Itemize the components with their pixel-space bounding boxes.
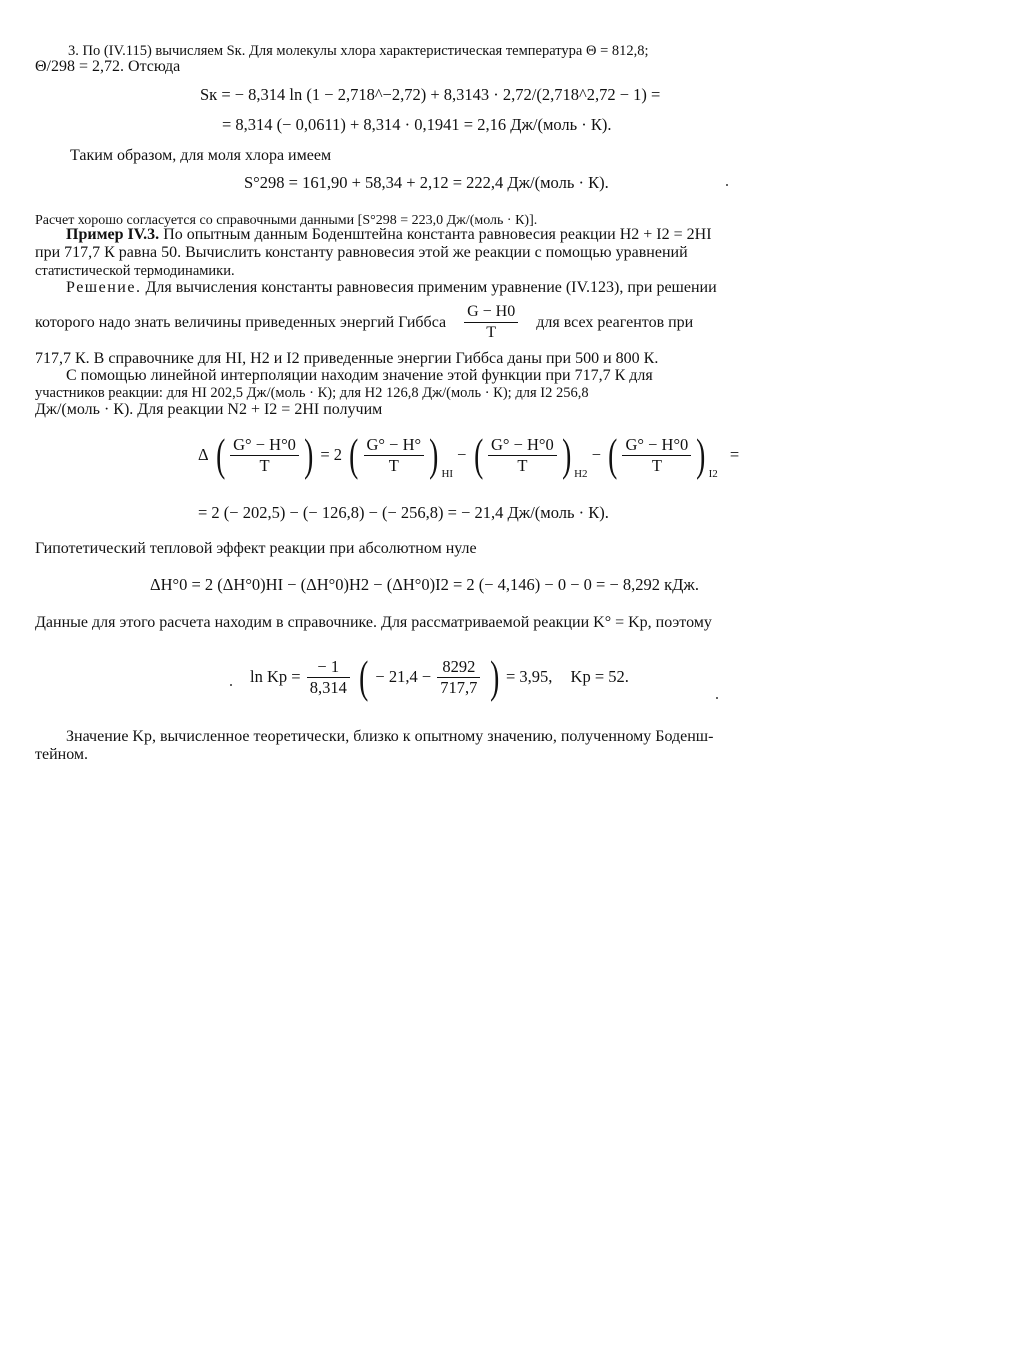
solution-line1 [66,279,717,297]
subscript-h2: H2 [574,467,588,480]
gibbs-fraction-hi [364,435,425,476]
lnkp-mid: − 21,4 − [375,667,432,686]
right-paren: ) [303,429,314,480]
example-line1-text: По опытным данным Боденштейна константа равновесия реакции H2 + I2 = 2HI [163,226,712,243]
scan-speck [230,684,232,686]
equation-gibbs [198,429,740,490]
gibbs-fraction-i2 [622,435,691,476]
gibbs-num-h2: G° − H°0 [488,435,557,456]
s298-intro: Таким образом, для моля хлора имеем [70,147,332,164]
equation-lnkp [250,651,629,710]
left-paren: ( [359,651,369,702]
scan-speck [716,697,718,699]
fraction-numerator: G − H0 [464,302,518,323]
subscript-i2: I2 [708,467,718,480]
gibbs-den-i2: T [651,455,662,475]
right-paren: ) [696,429,706,480]
lnkp-den2: 717,7 [440,677,478,697]
gibbs-num-hi: G° − H° [364,435,425,456]
agreement-line: Расчет хорошо согласуется со справочными данными [S°298 = 223,0 Дж/(моль · К)]. [35,213,538,228]
scan-speck [726,184,728,186]
equation-gibbs-result: = 2 (− 202,5) − (− 126,8) − (− 256,8) = − 21,4 Дж/(моль · К). [198,503,609,522]
data-line: Данные для этого расчета находим в справочнике. Для рассматриваемой реакции K° = Kp, поэтому [35,614,712,631]
lnkp-num2: 8292 [437,657,480,678]
gibbs-den-h2: T [517,455,528,475]
example-line1 [66,226,712,244]
interpolation-line2: участников реакции: для HI 202,5 Дж/(моль · К); для H2 126,8 Дж/(моль · К); для I2 256,8 [35,385,589,401]
solution-line2-left: которого надо знать величины приведенных энергий Гиббса [35,313,447,331]
gibbs-num-i2: G° − H°0 [622,435,691,456]
solution-line1-text: Для вычисления константы равновесия применим уравнение (IV.123), при решении [145,279,717,296]
equals-tail: = [729,445,740,464]
lnkp-den1: 8,314 [309,677,347,697]
gibbs-fraction-total [230,435,299,476]
left-paren: ( [215,429,226,480]
lnkp-fraction2 [437,657,480,698]
left-paren: ( [473,429,483,480]
example-line2: при 717,7 К равна 50. Вычислить константу равновесия этой же реакции с помощью уравнений [35,244,688,261]
fraction-denominator: T [486,324,497,341]
equation-s298: S°298 = 161,90 + 58,34 + 2,12 = 222,4 Дж/(моль · К). [244,173,609,192]
right-paren: ) [489,651,499,702]
hypo-intro: Гипотетический тепловой эффект реакции при абсолютном нуле [35,540,477,557]
right-paren: ) [429,429,439,480]
conclusion-line2: тейном. [35,746,89,763]
minus-sign: − [591,445,601,464]
minus-sign: − [457,445,467,464]
conclusion-line1: Значение Kp, вычисленное теоретически, близко к опытному значению, полученному Боденш- [66,728,714,745]
interpolation-line1: С помощью линейной интерполяции находим значение этой функции при 717,7 К для [66,367,653,384]
example-line3: статистической термодинамики. [35,263,235,279]
section3-line2: Θ/298 = 2,72. Отсюда [35,58,181,75]
lnkp-lhs: ln Kp = [250,667,301,686]
equation-sk-2: = 8,314 (− 0,0611) + 8,314 · 0,1941 = 2,16 Дж/(моль · К). [222,115,612,134]
gibbs-den-hi: T [388,455,399,475]
interpolation-line3: Дж/(моль · К). Для реакции N2 + I2 = 2HI получим [35,401,383,418]
lnkp-fraction1 [307,657,350,698]
right-paren: ) [561,429,572,480]
delta-symbol: Δ [198,445,209,464]
solution-line2 [35,302,693,348]
example-title: Пример IV.3. [66,226,160,243]
lnkp-result: = 3,95, [505,667,553,686]
equation-sk-1: Sк = − 8,314 ln (1 − 2,718^−2,72) + 8,3143 · 2,72/(2,718^2,72 − 1) = [200,85,661,104]
solution-label: Решение. [66,279,142,296]
reduced-gibbs-fraction [464,302,518,343]
lnkp-num1: − 1 [307,657,350,678]
left-paren: ( [608,429,618,480]
solution-line2-right: для всех реагентов при [536,313,694,331]
equals-two: = 2 [320,445,343,464]
kp-value: Kp = 52. [570,667,629,686]
subscript-hi: HI [441,467,454,480]
gibbs-den-total: T [259,455,270,475]
gibbs-fraction-h2 [488,435,557,476]
solution-line3: 717,7 К. В справочнике для HI, H2 и I2 приведенные энергии Гиббса даны при 500 и 800 К. [35,350,659,367]
left-paren: ( [349,429,359,480]
gibbs-num-total: G° − H°0 [230,435,299,456]
section3-line1: 3. По (IV.115) вычисляем Sк. Для молекулы хлора характеристическая температура Θ = 812,8; [68,43,649,59]
equation-heat: ΔH°0 = 2 (ΔH°0)HI − (ΔH°0)H2 − (ΔH°0)I2 = 2 (− 4,146) − 0 − 0 = − 8,292 кДж. [150,575,699,594]
